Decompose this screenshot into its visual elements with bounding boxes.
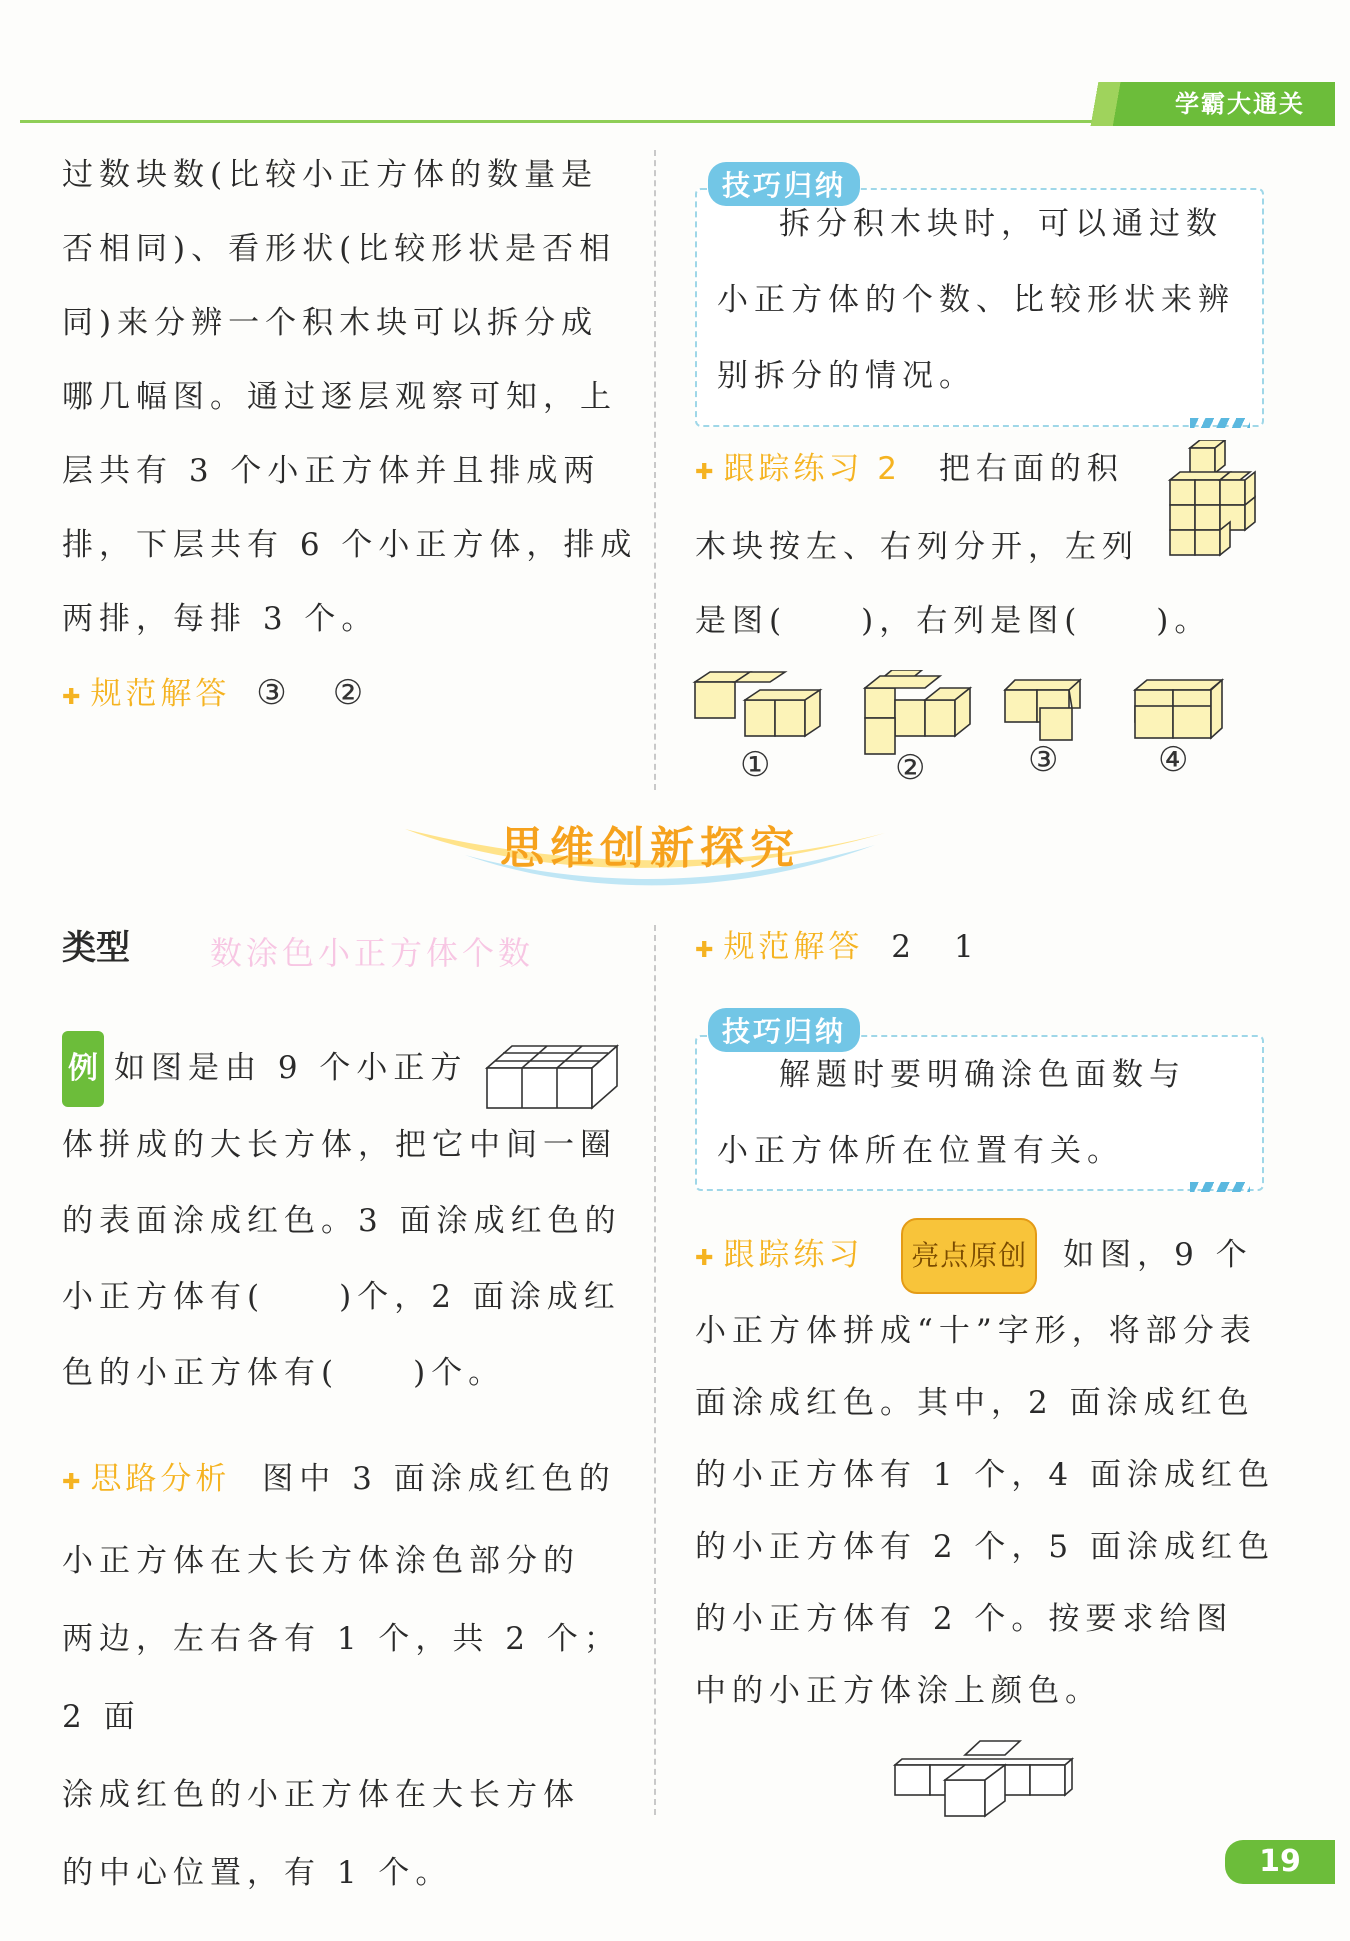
tip-tag-1: 技巧归纳 (708, 162, 860, 206)
tip-line: 拆分积木块时，可以通过数 (779, 206, 1223, 242)
practice-line: 木块按左、右列分开，左列 (695, 529, 1139, 565)
section-banner-title: 思维创新探究 (500, 823, 800, 874)
text-line: 两排，每排 3 个。 (62, 601, 379, 637)
plus-icon: ✚ (695, 938, 720, 963)
analysis-line: 两边，左右各有 1 个，共 2 个；2 面 (62, 1621, 621, 1735)
practice-text: 把右面的积 (938, 451, 1124, 487)
option-4-figure (1135, 680, 1222, 738)
type-title: 数涂色小正方体个数 (210, 934, 535, 972)
column-divider-top (654, 150, 656, 790)
text-line: 哪几幅图。通过逐层观察可知，上 (62, 379, 617, 415)
brand-tab: 学霸大通关 (1065, 82, 1335, 126)
option-1-figure (695, 672, 820, 736)
tip-box-2 (695, 1035, 1264, 1191)
plus-icon: ✚ (695, 460, 720, 485)
option-label-1: ① (740, 745, 771, 785)
analysis-text: 图中 3 面涂成红色的 (262, 1461, 616, 1497)
analysis-label: 思路分析 (90, 1461, 231, 1497)
practice-label: 跟踪练习 (723, 1237, 864, 1273)
stripes-decoration (1190, 418, 1250, 428)
left-top-explanation (62, 138, 642, 735)
practice-label: 跟踪练习 2 (723, 451, 902, 487)
option-label-4: ④ (1158, 740, 1189, 780)
block-figure (1160, 440, 1270, 580)
example-text: 如图是由 9 个小正方 (114, 1050, 468, 1086)
practice-line: 面涂成红色。其中，2 面涂成红色 (695, 1385, 1255, 1421)
text-line: 同)来分辨一个积木块可以拆分成 (62, 305, 599, 341)
option-figures (690, 670, 1290, 790)
analysis-line: 涂成红色的小正方体在大长方体 (62, 1777, 580, 1813)
plus-icon: ✚ (695, 1246, 720, 1271)
analysis-block (62, 1440, 642, 1912)
type-label: 类型 (62, 928, 130, 968)
practice-line: 的小正方体有 2 个，5 面涂成红色 (695, 1529, 1276, 1565)
example-line: 的表面涂成红色。3 面涂成红色的 (62, 1203, 622, 1239)
page-number: 19 (1225, 1840, 1335, 1884)
option-label-3: ③ (1028, 740, 1059, 780)
practice-line: 的小正方体有 2 个。按要求给图 (695, 1601, 1234, 1637)
right-answer (695, 910, 1255, 988)
practice-text: 如图，9 个 (1063, 1237, 1253, 1273)
analysis-first-line (62, 1440, 642, 1522)
practice-3 (695, 1218, 1295, 1727)
plus-icon: ✚ (62, 685, 87, 710)
answer-value: ③ ② (256, 673, 370, 713)
tip-text (717, 186, 1257, 414)
tip-line: 别拆分的情况。 (717, 358, 976, 394)
text-line: 排，下层共有 6 个小正方体，排成 (62, 527, 638, 563)
practice-line: 小正方体拼成“十”字形，将部分表 (695, 1313, 1257, 1349)
answer-label: 规范解答 (90, 676, 231, 712)
plus-icon: ✚ (62, 1470, 87, 1495)
example-badge: 例 (62, 1031, 104, 1107)
text-line: 过数块数(比较小正方体的数量是 (62, 157, 599, 193)
answer-label: 规范解答 (723, 929, 864, 965)
tip-tag-2: 技巧归纳 (708, 1008, 860, 1052)
column-divider-bottom (654, 925, 656, 1815)
option-2-figure (865, 670, 970, 754)
practice-line: 中的小正方体涂上颜色。 (695, 1673, 1102, 1709)
practice-line: 是图( )，右列是图( )。 (695, 603, 1212, 639)
practice-line: 的小正方体有 1 个，4 面涂成红色 (695, 1457, 1276, 1493)
stripes-decoration (1190, 1182, 1250, 1192)
example-line: 色的小正方体有( )个。 (62, 1355, 506, 1391)
text-line: 否相同)、看形状(比较形状是否相 (62, 231, 617, 267)
answer-value: 2 1 (891, 929, 980, 965)
tip-box-1 (695, 188, 1264, 427)
highlight-badge: 亮点原创 (901, 1218, 1037, 1294)
tip-text (717, 1037, 1257, 1189)
example-line: 体拼成的大长方体，把它中间一圈 (62, 1127, 617, 1163)
option-3-figure (1005, 680, 1080, 740)
option-label-2: ② (895, 748, 926, 788)
analysis-line: 小正方体在大长方体涂色部分的 (62, 1543, 580, 1579)
analysis-line: 的中心位置，有 1 个。 (62, 1855, 453, 1891)
answer-line (62, 656, 642, 735)
text-line: 层共有 3 个小正方体并且排成两 (62, 453, 601, 489)
cross-figure (890, 1735, 1080, 1825)
practice-first-line (695, 1218, 1295, 1295)
tip-line: 小正方体的个数、比较形状来辨 (717, 282, 1235, 318)
example-line: 小正方体有( )个，2 面涂成红 (62, 1279, 621, 1315)
cuboid-figure (482, 1040, 622, 1120)
tip-line: 解题时要明确涂色面数与 (779, 1057, 1186, 1093)
tip-line: 小正方体所在位置有关。 (717, 1133, 1124, 1169)
